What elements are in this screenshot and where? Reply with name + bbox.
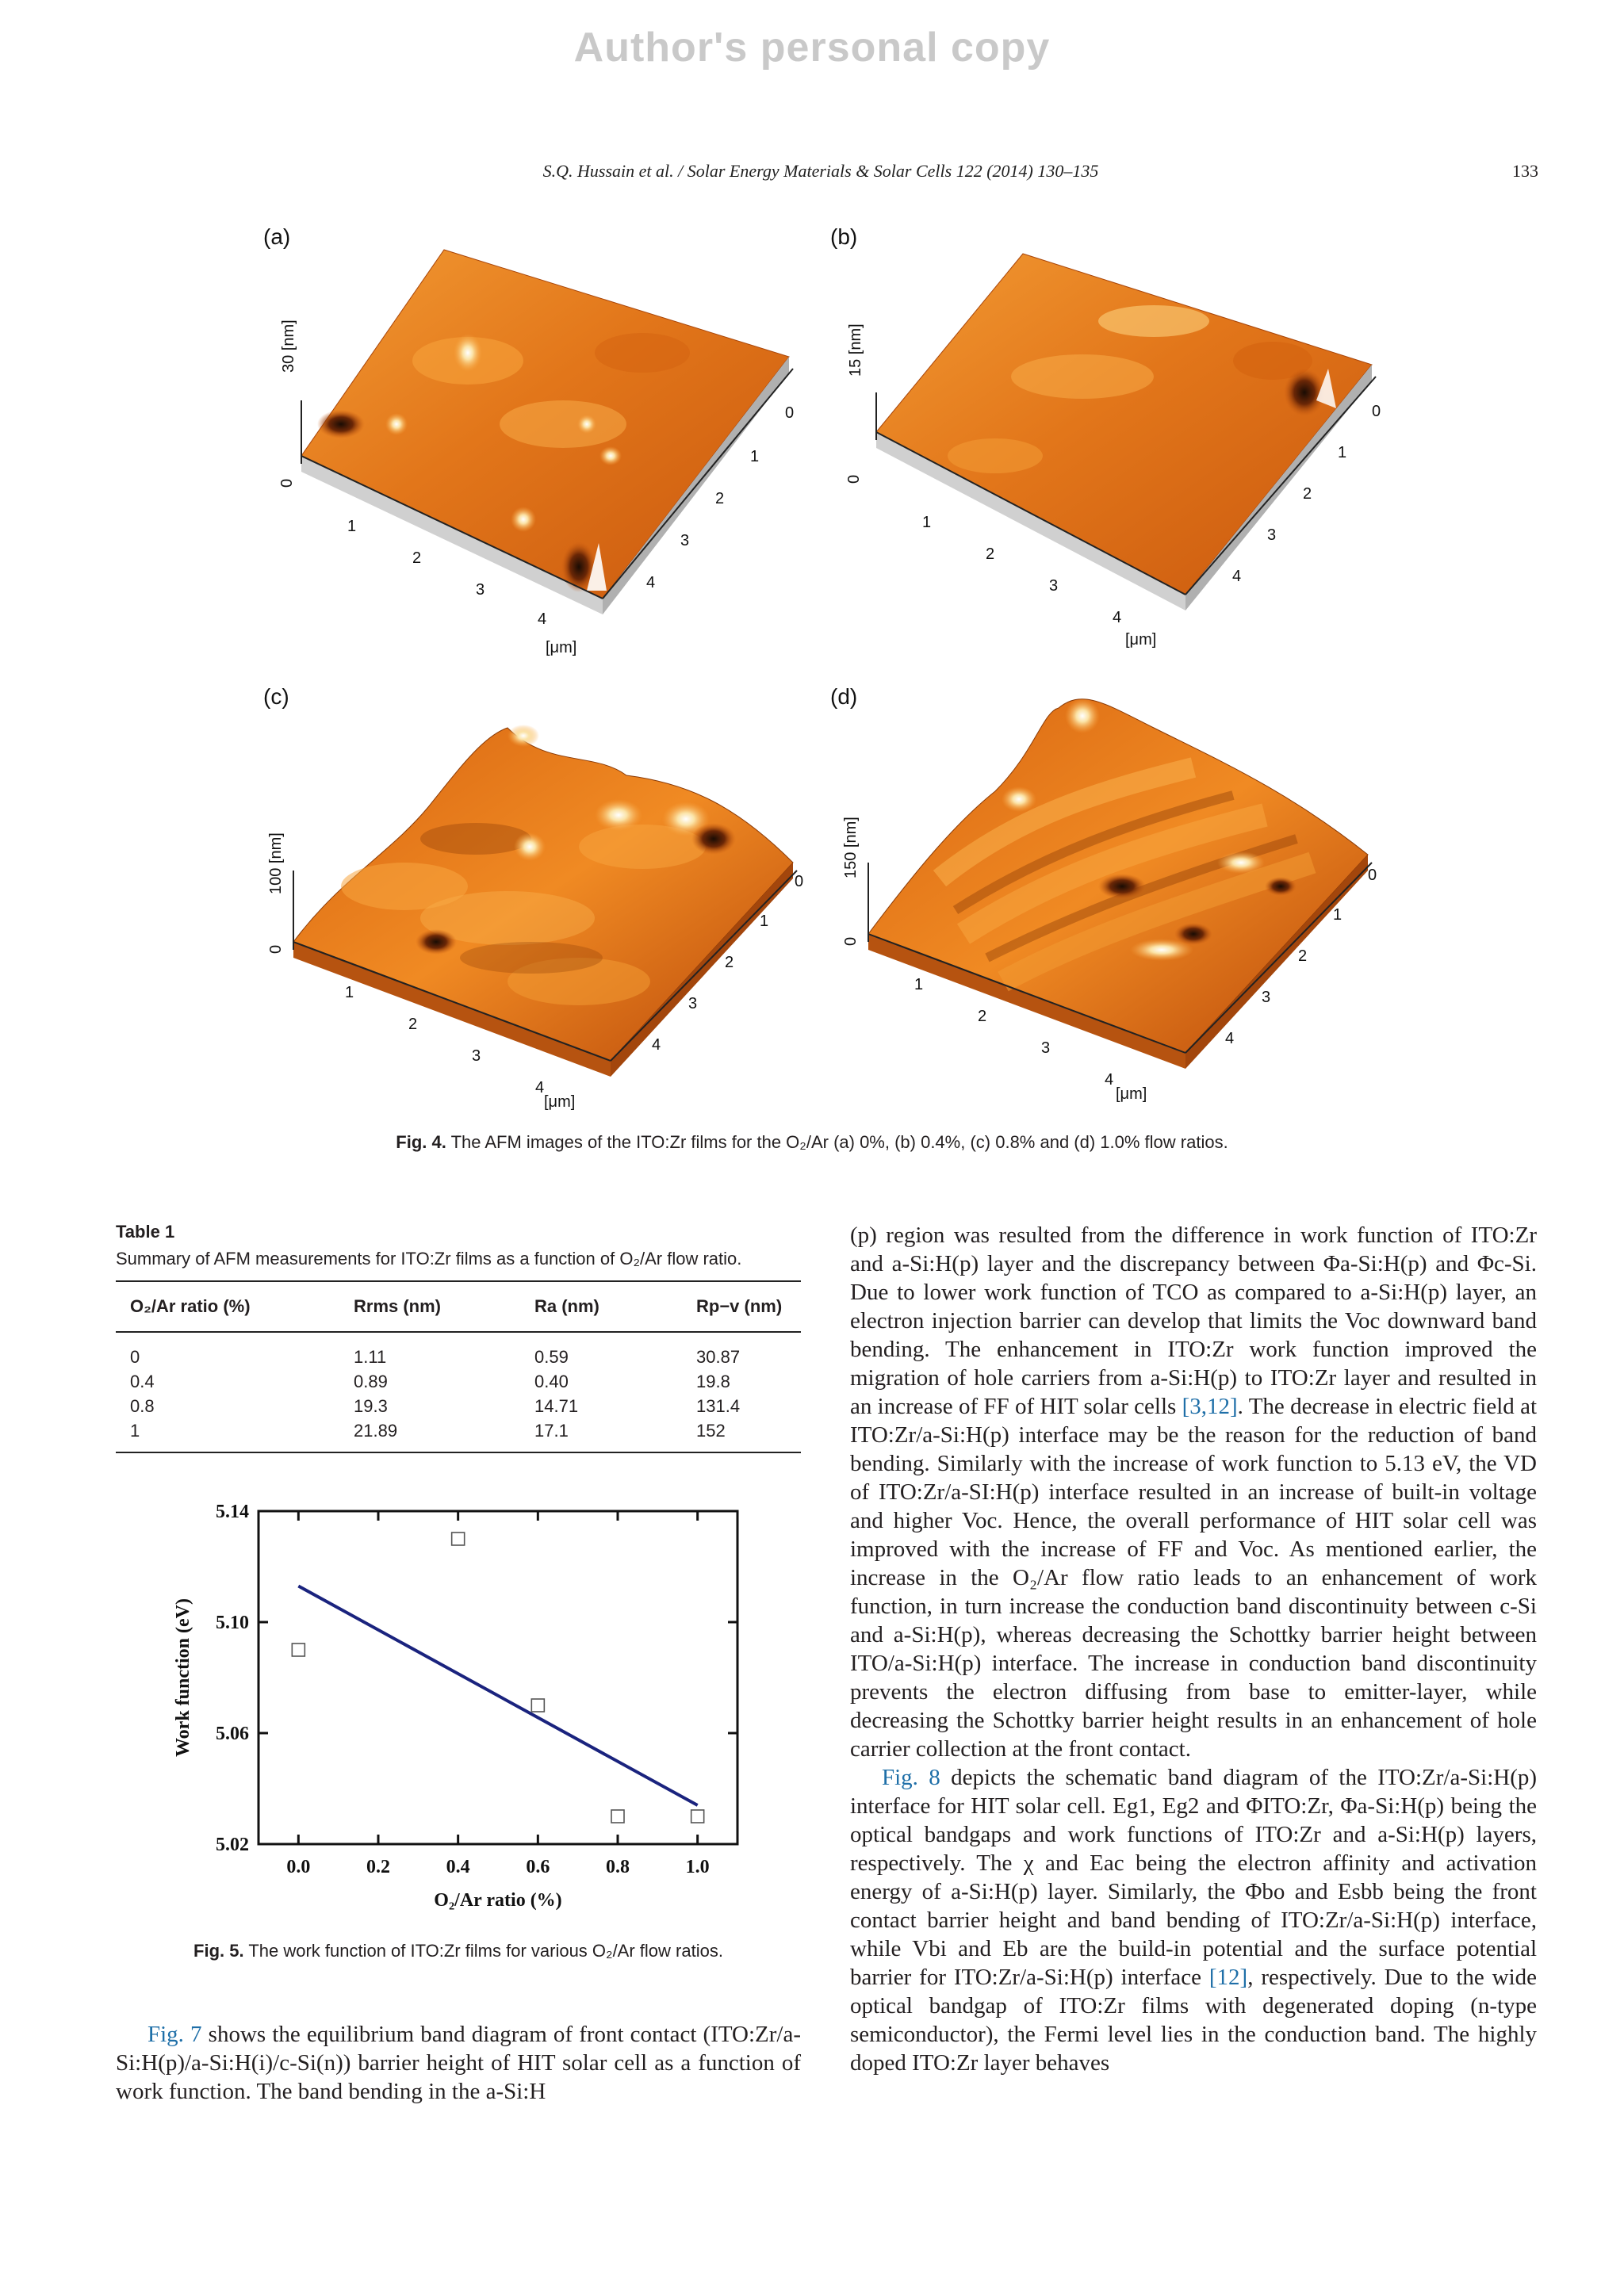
- z-axis-label: 30 [nm]: [280, 320, 297, 373]
- y-tick-label: 5.06: [216, 1724, 249, 1744]
- panel-label: (c): [263, 684, 289, 709]
- table-header-row: [116, 1281, 801, 1332]
- running-head: S.Q. Hussain et al. / Solar Energy Materials & Solar Cells 122 (2014) 130–135: [542, 161, 1099, 181]
- y-tick: 3: [1267, 526, 1277, 544]
- data-point: [691, 1810, 704, 1823]
- table-row: [116, 1332, 801, 1369]
- z-axis-zero: 0: [845, 474, 863, 484]
- y-tick: 2: [715, 490, 725, 507]
- table-cell: 21.89: [354, 1421, 398, 1441]
- table-cell: 1: [130, 1421, 140, 1441]
- y-tick: 4: [646, 574, 656, 591]
- table-caption: Summary of AFM measurements for ITO:Zr films as a function of O₂/Ar flow ratio.: [116, 1249, 742, 1269]
- table-row: [116, 1418, 801, 1452]
- x-tick: 2: [978, 1008, 987, 1025]
- y-tick: 3: [688, 995, 698, 1012]
- citation-link[interactable]: [3,12]: [1182, 1394, 1238, 1419]
- afm-panel-a: [246, 218, 817, 678]
- x-tick: 1: [345, 984, 354, 1001]
- y-tick: 0: [795, 873, 804, 890]
- figure4-caption-label: Fig. 4.: [396, 1132, 446, 1152]
- fig8-link[interactable]: Fig. 8: [882, 1765, 940, 1790]
- y-tick-label: 5.14: [216, 1502, 249, 1522]
- x-tick-label: 0.4: [446, 1857, 470, 1877]
- x-tick-label: 0.8: [606, 1857, 630, 1877]
- table-cell: 17.1: [534, 1421, 569, 1441]
- x-tick: 3: [1049, 577, 1059, 595]
- panel-label: (a): [263, 224, 291, 249]
- afm-panel-d: [821, 680, 1392, 1140]
- table-cell: 0.8: [130, 1396, 155, 1416]
- table-cell: 152: [696, 1421, 726, 1441]
- x-unit: [μm]: [1116, 1085, 1147, 1103]
- page-number: 133: [1512, 161, 1538, 181]
- x-tick: 3: [1041, 1039, 1051, 1057]
- x-tick: 4: [1113, 609, 1122, 626]
- table-row: [116, 1394, 801, 1418]
- x-tick: 4: [1105, 1071, 1114, 1089]
- x-unit: [μm]: [546, 639, 577, 656]
- data-point: [452, 1533, 465, 1545]
- y-tick: 0: [1372, 403, 1381, 420]
- paragraph-text: (p) region was resulted from the difference in work function of ITO:Zr and a-Si:H(p) layer and the discrepancy between Φa-Si:H(p) and Φc-Si. Due to lower work function of TCO as compared to a-Si:H(p) layer, an electron injection barrier can develop that limits the Voc downward band bending. The enhancement in ITO:Zr work function improved the migration of hole carriers from a-Si:H(p) to ITO:Zr layer and resulted in an increase of FF of HIT solar cells: [850, 1223, 1537, 1419]
- y-tick: 3: [680, 532, 690, 549]
- x-tick: 2: [408, 1016, 418, 1033]
- y-tick: 1: [750, 448, 760, 465]
- x-tick: 2: [986, 545, 995, 563]
- x-tick: 1: [914, 976, 924, 993]
- table-cell: 19.8: [696, 1372, 730, 1391]
- left-column-text: [116, 2020, 801, 2106]
- afm-summary-table: [116, 1280, 801, 1453]
- fit-line: [298, 1586, 697, 1806]
- table-row: [116, 1369, 801, 1394]
- y-tick: 2: [1303, 485, 1312, 503]
- figure5-caption-label: Fig. 5.: [193, 1941, 244, 1961]
- figure5-caption-text: The work function of ITO:Zr films for various O₂/Ar flow ratios.: [248, 1941, 723, 1961]
- x-tick: 4: [538, 610, 547, 628]
- afm-panel-b: [821, 218, 1392, 678]
- column-header: Rrms (nm): [354, 1281, 534, 1332]
- afm-surface-d: [821, 680, 1392, 1140]
- table-cell: 0.89: [354, 1372, 388, 1391]
- data-point: [611, 1810, 624, 1823]
- paragraph-text: shows the equilibrium band diagram of front contact (ITO:Zr/a-Si:H(p)/a-Si:H(i)/c-Si(n)) barrier height of HIT solar cell as a function of work function. The band bending in the a-Si:H: [116, 2022, 801, 2104]
- afm-surface-b: [821, 218, 1392, 678]
- x-tick-label: 1.0: [685, 1857, 710, 1877]
- y-tick: 4: [1225, 1030, 1235, 1047]
- x-tick-label: 0.2: [366, 1857, 390, 1877]
- table-cell: 19.3: [354, 1396, 388, 1416]
- y-tick-label: 5.02: [216, 1835, 249, 1855]
- y-tick: 1: [1333, 906, 1342, 924]
- table-cell: 30.87: [696, 1347, 741, 1367]
- x-tick: 1: [922, 514, 932, 531]
- fig7-link[interactable]: Fig. 7: [147, 2022, 202, 2047]
- x-tick: 3: [476, 581, 485, 599]
- x-tick-label: 0.0: [286, 1857, 311, 1877]
- afm-surface-a: [246, 218, 817, 678]
- panel-label: (d): [830, 684, 858, 709]
- table-label: Table 1: [116, 1222, 175, 1242]
- x-tick: 2: [412, 549, 422, 567]
- y-tick-label: 5.10: [216, 1613, 249, 1633]
- citation-link[interactable]: [12]: [1208, 1965, 1248, 1990]
- column-header: Ra (nm): [534, 1281, 696, 1332]
- paragraph-text: , respectively. Due to the wide optical bandgap of ITO:Zr films with degenerated doping (n-type semiconductor), the Fermi level lies in the conduction band. The highly doped ITO:Zr layer behaves: [850, 1965, 1538, 2076]
- y-tick: 1: [760, 913, 769, 930]
- z-axis-zero: 0: [278, 478, 296, 488]
- z-axis-zero: 0: [267, 944, 285, 954]
- y-tick: 4: [1232, 568, 1242, 585]
- z-axis-zero: 0: [842, 936, 860, 946]
- x-tick: 4: [535, 1079, 545, 1096]
- work-function-chart: [159, 1490, 761, 1919]
- x-axis-label: O₂/Ar ratio (%): [434, 1890, 562, 1911]
- table-cell: 0.4: [130, 1372, 155, 1391]
- column-header: Rp−v (nm): [696, 1281, 801, 1332]
- watermark: Author's personal copy: [573, 25, 1051, 71]
- table-1: [116, 1222, 801, 1453]
- x-tick-label: 0.6: [526, 1857, 550, 1877]
- x-unit: [μm]: [1125, 631, 1157, 649]
- right-column-text: [850, 1221, 1537, 2077]
- paragraph-text: . The decrease in electric field at ITO:Zr/a-Si:H(p) interface may be the reason for the reduction of band bending. Similarly with the increase of work function to 5.13 eV, the VD of ITO:Zr/a-SI:H(p) interface resulted in an increase of built-in voltage and higher Voc. Hence, the overall performance of HIT solar cell was improved with the increase of FF and Voc. As mentioned earlier, the increase in the O₂/Ar flow ratio leads to an enhancement of work function, in turn increase the conduction band discontinuity between c-Si and a-Si:H(p), whereas decreasing the Schottky barrier height between ITO/a-Si:H(p) interface. The increase in conduction band discontinuity prevents the electron diffusing from base to emitter-layer, while decreasing the Schottky barrier height results in an enhancement of hole carrier collection at the front contact.: [850, 1394, 1537, 1762]
- x-tick: 1: [347, 518, 357, 535]
- y-axis-label: Work function (eV): [173, 1598, 193, 1757]
- y-tick: 4: [652, 1036, 661, 1054]
- table-cell: 1.11: [354, 1347, 387, 1367]
- figure4-caption-text: The AFM images of the ITO:Zr films for the O₂/Ar (a) 0%, (b) 0.4%, (c) 0.8% and (d) 1.0% flow ratios.: [450, 1132, 1228, 1152]
- z-axis-label: 100 [nm]: [267, 832, 285, 894]
- y-tick: 2: [1298, 947, 1308, 965]
- panel-label: (b): [830, 224, 858, 249]
- figure4-caption: [0, 1132, 1624, 1153]
- paragraph-text: depicts the schematic band diagram of the ITO:Zr/a-Si:H(p) interface for HIT solar cell. Eg1, Eg2 and ΦITO:Zr, Φa-Si:H(p) being the optical bandgaps and work functions of ITO:Zr and a-Si:H(p) layers, respectively. The χ and Eac being the electron affinity and activation energy of a-Si:H(p) layer. Similarly, the Φbo and Esbb being the front contact barrier height and band bending of ITO:Zr/a-Si:H(p) interface, while Vbi and Eb are the build-in potential and the surface potential barrier for ITO:Zr/a-Si:H(p) interface: [850, 1765, 1538, 1990]
- x-tick: 3: [472, 1047, 481, 1065]
- column-header: O₂/Ar ratio (%): [116, 1281, 354, 1332]
- afm-surface-c: [246, 680, 817, 1140]
- table-cell: 0: [130, 1347, 140, 1367]
- y-tick: 1: [1338, 444, 1347, 461]
- y-tick: 0: [1368, 867, 1377, 884]
- z-axis-label: 150 [nm]: [842, 817, 860, 878]
- y-tick: 0: [785, 404, 795, 422]
- table-cell: 14.71: [534, 1396, 579, 1416]
- afm-panel-c: [246, 680, 817, 1140]
- z-axis-label: 15 [nm]: [847, 323, 864, 377]
- x-unit: [μm]: [544, 1093, 576, 1111]
- y-tick: 2: [725, 954, 734, 971]
- data-point: [292, 1644, 304, 1656]
- table-cell: 0.59: [534, 1347, 569, 1367]
- figure5-caption: [116, 1941, 801, 1961]
- y-tick: 3: [1262, 989, 1271, 1006]
- plot-frame: [259, 1511, 737, 1844]
- table-cell: 0.40: [534, 1372, 569, 1391]
- data-point: [531, 1699, 544, 1712]
- table-cell: 131.4: [696, 1396, 741, 1416]
